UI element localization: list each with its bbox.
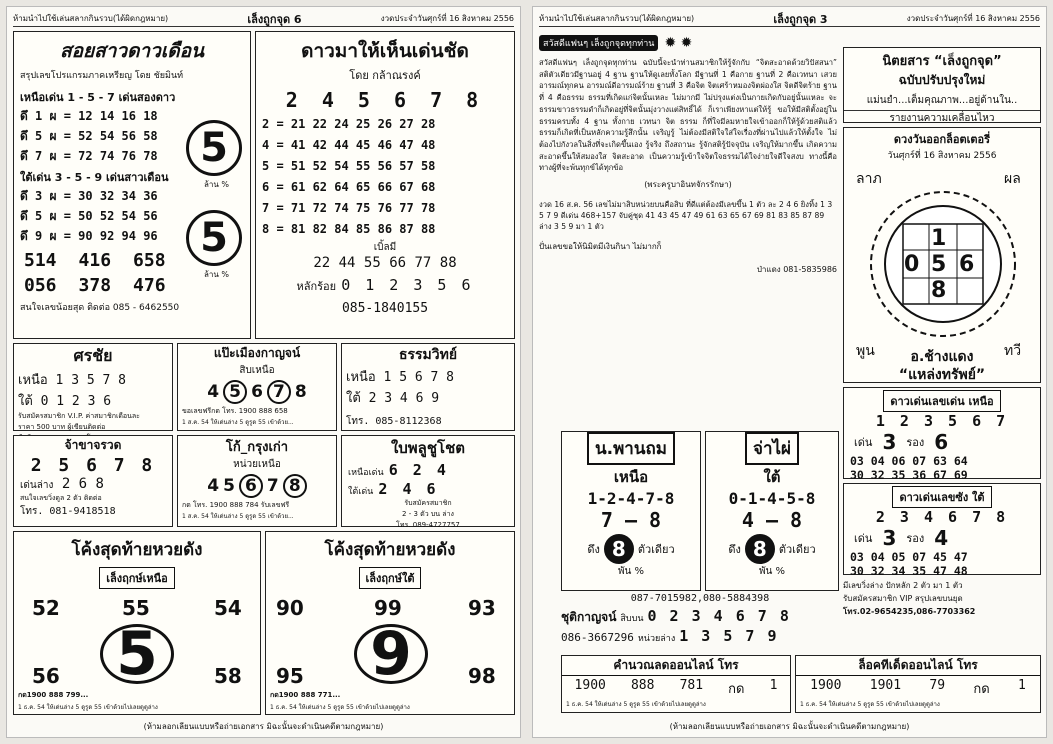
- chuti-label-2: หน่วยล่าง: [637, 634, 676, 644]
- chuti-val-1: 0 2 3 4 6 7 8: [647, 607, 791, 625]
- bai-bot-digits: 2 4 6: [378, 480, 439, 498]
- chang-author: อ.ช้างแดง: [910, 349, 974, 365]
- vip-line-1: มีเลขวิ่งล่าง ปักหลัก 2 ตัว มา 1 ตัว: [843, 581, 963, 590]
- ds-title-wrap: [844, 486, 1040, 508]
- sri-top-digits: 1 3 5 7 8: [55, 373, 126, 388]
- chuti-name: ชุติกาญจน์: [561, 610, 617, 624]
- pn-title-wrap: [562, 432, 700, 465]
- dao-row-values: 71 72 74 75 76 77 78: [290, 201, 436, 215]
- circled-digit: 5: [223, 380, 247, 404]
- page-header: [13, 11, 514, 27]
- chang-title: “แหล่งทรัพย์”: [898, 367, 986, 383]
- kham-number: [562, 678, 790, 699]
- dao-top-digits: 2 4 5 6 7 8: [285, 88, 485, 112]
- digit: 8: [294, 382, 307, 402]
- chuti-label-1: สิบบน: [620, 614, 644, 624]
- dao-row: [262, 135, 514, 156]
- pn-title: น.พานถม: [587, 432, 675, 465]
- intro-badge: สวัสดีแฟนๆ เล็งถูกจุดทุกท่าน: [539, 35, 658, 51]
- intro-badge-row: [539, 35, 837, 51]
- dao-author: โดย กล้าณรงค์: [349, 69, 421, 82]
- dao-row: [262, 219, 514, 240]
- jp-dueng-row: [706, 534, 838, 564]
- kham-small: 1 ธ.ค. 54 ให้เด่นล่าง 5 ดูรูด 55 เข้าด้วยไปเลยดูดูล่าง: [566, 701, 706, 708]
- jp-big: 8: [745, 534, 775, 564]
- soy-unit-2: ล้าน %: [204, 270, 230, 279]
- sri-top-label: เหนือ: [18, 373, 48, 388]
- jao-bot: [14, 476, 172, 493]
- daw-date: วันศุกร์ที่ 16 สิงหาคม 2556: [887, 151, 997, 161]
- intro-box: [539, 31, 837, 423]
- kong1-sub: เล็งฤกษ์เหนือ: [99, 567, 175, 589]
- sri-note-2: ราคา 500 บาท ผู้เขียนติดต่อ: [18, 423, 106, 431]
- dao-row-values: 41 42 44 45 46 47 48: [290, 138, 436, 152]
- soy-box: [13, 31, 251, 339]
- number-row: ดึ 7 ผ = 72 74 76 78: [20, 149, 158, 163]
- daw-num-center: 5: [931, 252, 947, 277]
- thamma-top: [342, 366, 514, 387]
- dao-phone: 085-1840155: [341, 301, 429, 316]
- daw-title: ดวงวันออกล็อตเตอรี่: [893, 133, 991, 146]
- lock-title: ล็อคทีเด็ดออนไลน์ โทร: [796, 656, 1040, 676]
- sri-bot-digits: 0 1 2 3 6: [40, 394, 112, 409]
- nidya-list: รายงานความเคลื่อนไหว: [844, 110, 1040, 126]
- dao-hundreds-label: หลักร้อย: [296, 280, 337, 293]
- intro-stats: งวด 16 ส.ค. 56 เลขไม่มาสิบหน่วยบนคือสิบ ที่ดีแต่ต้องมีเลขขึ้น 1 ตัว ละ 2 4 6 ยิงทิ้ง 1 3 5 7 9 ดีเด่น 468+157 จับคู่ชุด 41 43 45 47 49 61 63 65 67 69 81 83 85 87 89 ล่าง 3 5 9 มา 1 ตัว: [539, 200, 833, 232]
- pn-line: 1-2-4-7-8: [587, 489, 675, 508]
- right-page: [532, 6, 1047, 738]
- ko-phone: กด โทร. 1900 888 784 รับเลขฟรี: [182, 501, 290, 509]
- number-row: ดึ 9 ผ = 90 92 94 96: [20, 229, 158, 243]
- dao-hundreds-line: [256, 275, 514, 295]
- kong1-box: [13, 531, 261, 715]
- circled-digit: 7: [267, 380, 291, 404]
- bai-bot-label: ใต้เด่น: [348, 487, 374, 497]
- kham-n1: 1900: [574, 678, 606, 693]
- dao-row: [262, 198, 514, 219]
- page-number: เล็งถูกจุด 3: [773, 12, 828, 26]
- chuti-val-2: 1 3 5 7 9: [679, 627, 779, 645]
- soy-big-circle-2: 5: [186, 210, 242, 266]
- chuti-box: [561, 607, 839, 651]
- thamma-top-label: เหนือ: [346, 370, 376, 385]
- sri-bot: [14, 390, 172, 411]
- bai-title: ใบพลูชูโชต: [390, 439, 466, 457]
- kong2-small: 1 ธ.ค. 54 ให้เด่นล่าง 5 ดูรูด 55 เข้าด้วยไปเลยดูดูล่าง: [270, 704, 410, 711]
- kham-n3: 781: [679, 678, 704, 693]
- jao-bot-label: เด่นล่าง: [20, 480, 54, 491]
- jp-tua: ตัวเดียว: [778, 543, 816, 556]
- thamma-bot-digits: 2 3 4 6 9: [368, 391, 440, 406]
- number-row: ดึ 1 ผ = 12 14 16 18: [20, 109, 158, 123]
- soy-author: โดย ชัยมินท์: [134, 71, 184, 81]
- sri-title: ศรชัย: [73, 346, 113, 365]
- digit: 4: [207, 382, 220, 402]
- lock-n1: 1900: [810, 678, 842, 693]
- jao-note: สนใจเลขวิ่งดูล 2 ตัว ติดต่อ: [20, 494, 102, 502]
- jao-phone: โทร. 081-9418518: [20, 506, 116, 517]
- ds-row-1: 03 04 05 07 45 47: [850, 550, 968, 564]
- ko-title: โก้_กรุงเก่า: [225, 440, 289, 455]
- jao-digits: 2 5 6 7 8: [30, 455, 156, 476]
- thamma-top-digits: 1 5 6 7 8: [383, 370, 454, 385]
- ko-box: [177, 435, 337, 527]
- digit: 5: [223, 476, 235, 496]
- soy-unit-1: ล้าน %: [204, 180, 230, 189]
- dao-row-key: 4 =: [262, 138, 291, 152]
- dn-label-den: เด่น: [854, 436, 873, 449]
- ds-label-rong: รอง: [906, 532, 925, 545]
- daw-num-left: 0: [904, 252, 920, 277]
- kham-n4: กด: [728, 682, 745, 697]
- digit: 4: [207, 476, 220, 496]
- kong2-br: 98: [468, 664, 496, 688]
- dao-row-values: 61 62 64 65 66 67 68: [290, 180, 436, 194]
- pn-tua: ตัวเดียว: [637, 543, 675, 556]
- ds-row-2: 30 32 34 35 47 48: [850, 564, 968, 578]
- dao-row-key: 7 =: [262, 201, 291, 215]
- nidya-subtitle: ฉบับปรับปรุงใหม่: [898, 73, 986, 87]
- dao-bpl: 22 44 55 66 77 88: [313, 255, 457, 271]
- three-digit-number: 658: [133, 250, 166, 271]
- ds-den: 3: [882, 526, 897, 550]
- circled-digit: 8: [283, 474, 307, 498]
- digit: 7: [266, 476, 279, 496]
- bai-box: [341, 435, 515, 527]
- daw-lap: ลาภ: [856, 171, 882, 187]
- three-digit-number: 514: [24, 250, 57, 271]
- chuti-row-2: [561, 627, 839, 645]
- three-digit-number: 416: [78, 250, 112, 271]
- pn-sub: เหนือ: [613, 468, 649, 486]
- three-digit-number: 378: [78, 275, 112, 296]
- lock-number: [796, 678, 1040, 699]
- sri-box: [13, 343, 173, 431]
- header-date: งวดประจำวันศุกร์ที่ 16 สิงหาคม 2556: [906, 14, 1040, 23]
- thamma-box: [341, 343, 515, 431]
- kong1-sub-wrap: [14, 567, 260, 589]
- dao-row-values: 81 82 84 85 86 87 88: [290, 222, 436, 236]
- bai-note-2: 2 - 3 ตัว บน ล่าง: [402, 510, 454, 518]
- dao-row-key: 6 =: [262, 180, 291, 194]
- header-notice: ห้ามนำไปใช้เล่นสลากกินรวบ(ได้ผิดกฎหมาย): [539, 14, 695, 23]
- dn-row-2: 30 32 35 36 67 69: [850, 468, 968, 482]
- kham-n2: 888: [630, 678, 655, 693]
- pae-digits: [178, 380, 336, 404]
- dao-row: [262, 114, 514, 135]
- soy-contact: สนใจเลขน้อยสุด ติดต่อ 085 - 6462550: [20, 303, 180, 313]
- daw-box: [843, 127, 1041, 383]
- soy-big-circle-1: 5: [186, 120, 242, 176]
- dao-box: [255, 31, 515, 339]
- daw-thawi: ทวี: [1004, 343, 1022, 359]
- ds-title: ดาวเด่นเลขซัง ใต้: [892, 486, 991, 508]
- kong1-bl: 56: [32, 664, 60, 688]
- kham-n5: 1: [769, 678, 778, 693]
- sri-bot-label: ใต้: [18, 394, 33, 409]
- jp-dueng: ดึง: [728, 543, 741, 556]
- thamma-bot: [342, 387, 514, 408]
- daw-num-right: 6: [959, 252, 975, 277]
- kong1-br: 58: [214, 664, 242, 688]
- thamma-title: ธรรมวิทย์: [398, 347, 458, 363]
- dao-rows: [256, 114, 514, 240]
- ds-label-den: เด่น: [854, 532, 873, 545]
- ds-digits: 2 3 4 6 7 8: [875, 508, 1009, 526]
- jp-title-wrap: [706, 432, 838, 465]
- soy-title: สอยสาวดาวเดือน: [60, 40, 204, 62]
- dao-row-key: 8 =: [262, 222, 291, 236]
- dao-row-values: 51 52 54 55 56 57 58: [290, 159, 436, 173]
- kong2-sub-wrap: [266, 567, 514, 589]
- pn-big: 8: [604, 534, 634, 564]
- circled-digit: 6: [239, 474, 263, 498]
- daw-num-bottom: 8: [931, 278, 947, 303]
- kham-title: คำนวณลดออนไลน์ โทร: [562, 656, 790, 676]
- kong1-small: 1 ธ.ค. 54 ให้เด่นล่าง 5 ดูรูด 55 เข้าด้วยไปเลยดูดูล่าง: [18, 704, 158, 711]
- bai-top: [342, 460, 514, 479]
- lock-box: [795, 655, 1041, 713]
- soy-subtitle-text: สรุปเลขโปรแกรมภาคเหรียญ: [20, 71, 132, 81]
- kong1-tl: 52: [32, 596, 60, 620]
- ko-small: 1 ส.ค. 54 ให้เด่นล่าง 5 ดูรูด 55 เข้าด้วย...: [182, 513, 294, 520]
- dn-box: [843, 387, 1041, 482]
- dn-row-1: 03 04 06 07 63 64: [850, 454, 968, 468]
- jp-sub: ใต้: [763, 468, 781, 486]
- header-date: งวดประจำวันศุกร์ที่ 16 สิงหาคม 2556: [380, 14, 514, 23]
- kong2-tr: 93: [468, 596, 496, 620]
- pn-dueng: ดึง: [587, 543, 600, 556]
- dn-title-wrap: [844, 390, 1040, 412]
- pae-sub: สิบเหนือ: [239, 365, 275, 376]
- intro-paragraph: สวัสดีแฟนๆ เล็งถูกจุดทุกท่าน ฉบับนี้จะนำท่านสมาชิกให้รู้จักกับ “จิตสะอาดด้วยวิปัสสนา” สติตัวเดียวมีฐานอยู่ 4 ฐาน ฐานให้ดูเลยทั้งโลก มีฐานที่ 1 คือกาย ฐานที่ 2 คือเวทนา เสวยอารมณ์ทุกคน อารมณ์ดีอารมณ์ร้าย ฐานที่ 3 คือจิต จิตเศร้าหมองจิตผ่องใส จิตดีจิตร้าย ฐานที่ 4 คือธรรม ธรรมที่เกิดแก่จิตนั้นเหละ ไม่มากมี ไม่ปรุงแต่งเป็นกายเกิดกับอยู่นั้นแหละ จะธรรมขาวธรรมดำก็เกิดอยู่ที่จิตนั้นมุ่งวางแต่สิทธิ์ได้ ก็เราเพียงหาแต่ให้รู้ ขอให้มีสติตั้งอยู่ในธรรมครบทั้ง 4 ฐาน ทั้งกาย เวทนา จิต ธรรม ก็ที่ใจมีลมหายใจเข้าออกก็ให้รู้ด้วยสติแล้ว ธรรมก็เกิดที่เป็นหลักความรู้สึกนั้น เจริญรู้ ไม่ต้องมีสติใจใส่ใจเรื่องที่ผ่านไปแล้วให้ตั้งใจ ไม่ต้องไปกังวลในสิ่งที่จะเกิดขึ้นเอง รู้จริง ถึงสถานะ รู้จักสติรู้ปัจจุบัน เจริญให้มากขึ้น เกิดความสะอาดขึ้นให้สมองใส จิตสะอาด เป็นความรู้เข้าใจจิตใจธรรมได้ใจง่ายใจดีใจสงบ ทางนี้คือทางผู้ที่จะพ้นทุกข์ได้ทุกข้อ: [539, 58, 837, 173]
- ds-rong: 4: [934, 526, 949, 550]
- kong1-title: โค้งสุดท้ายหวยดัง: [71, 540, 203, 560]
- pae-small: 1 ส.ค. 54 ให้เด่นล่าง 5 ดูรูด 55 เข้าด้วย...: [182, 419, 294, 426]
- three-digit-number: 476: [133, 275, 166, 296]
- chuti-phone: 086-3667296: [561, 631, 634, 644]
- kong1-tc: 55: [122, 596, 150, 620]
- kong1-big: 5: [100, 624, 174, 684]
- kham-box: [561, 655, 791, 713]
- kong2-box: [265, 531, 515, 715]
- header-notice: ห้ามนำไปใช้เล่นสลากกินรวบ(ได้ผิดกฎหมาย): [13, 14, 169, 23]
- kong2-phone: กด1900 888 771...: [270, 691, 341, 699]
- dn-digits: 1 2 3 5 6 7: [875, 412, 1009, 430]
- dao-bpl-label: เบิ้ลมี: [373, 242, 397, 253]
- jao-box: [13, 435, 173, 527]
- dao-row-key: 5 =: [262, 159, 291, 173]
- nidya-slogan: แม่นยำ...เต็มคุณภาพ...อยู่ด้านใน..: [866, 95, 1018, 106]
- kong2-sub: เล็งฤกษ์ใต้: [359, 567, 422, 589]
- bai-note: รับสมัครสมาชิก: [404, 499, 452, 507]
- dn-label-rong: รอง: [906, 436, 925, 449]
- nidya-title: นิตยสาร “เล็งถูกจุด”: [882, 54, 1002, 69]
- sun-icon: ✹ ✹: [664, 35, 693, 51]
- lock-n3: 79: [929, 678, 946, 693]
- number-row: ดึ 3 ผ = 30 32 34 36: [20, 189, 158, 203]
- jao-title: จ้าขาจรวด: [64, 438, 122, 452]
- kong1-phone: กด1900 888 799...: [18, 691, 89, 699]
- soy-top-line: เหนือเด่น 1 - 5 - 7 เด่นสองดาว: [20, 91, 176, 104]
- pn-dueng-row: [562, 534, 700, 564]
- pn-pan: พัน %: [617, 566, 645, 577]
- pn-pair: 7 – 8: [600, 508, 662, 532]
- kong2-tl: 90: [276, 596, 304, 620]
- kong2-tc: 99: [374, 596, 402, 620]
- vip-line-2: รับสมัครสมาชิก VIP สรุปเลขบนยุด: [843, 594, 963, 603]
- vip-phone: โทร.02-9654235,086-7703362: [843, 607, 976, 616]
- dao-row-key: 2 =: [262, 117, 291, 131]
- jp-box: [705, 431, 839, 591]
- three-digit-number: 056: [24, 275, 57, 296]
- daw-num-top: 1: [931, 226, 947, 251]
- page-header: [539, 11, 1040, 27]
- sri-note: รับสมัครสมาชิก V.I.P. ค่าสมาชิกเดือนละ: [18, 412, 140, 420]
- number-row: ดึ 5 ผ = 52 54 56 58: [20, 129, 158, 143]
- bai-top-digits: 6 2 4: [388, 461, 449, 479]
- sri-top: [14, 369, 172, 390]
- page-footer: (ห้ามลอกเลียนแบบหรือถ่ายเอกสาร มิฉะนั้นจะดำเนินคดีตามกฎหมาย): [143, 722, 384, 731]
- dn-title: ดาวเด่นเลขเด่น เหนือ: [883, 390, 1000, 412]
- intro-phone: ป่าแดง 081-5835986: [756, 265, 837, 275]
- ds-den-rong: [844, 526, 1040, 550]
- jao-bot-digits: 2 6 8: [61, 476, 104, 492]
- daw-pun: พูน: [856, 343, 875, 359]
- nidya-box: [843, 47, 1041, 123]
- lock-n5: 1: [1018, 678, 1026, 693]
- daw-phon: ผล: [1004, 171, 1021, 187]
- lock-n2: 1901: [869, 678, 902, 693]
- pn-box: [561, 431, 701, 591]
- vip-box: [843, 579, 1041, 641]
- page-footer: (ห้ามลอกเลียนแบบหรือถ่ายเอกสาร มิฉะนั้นจะดำเนินคดีตามกฎหมาย): [669, 722, 910, 731]
- jp-title: จ่าไผ่: [745, 432, 799, 465]
- intro-sign-note: ปั่นเลขขอให้นิมิตมีเงินกินา ไม่มากก็: [539, 242, 662, 252]
- dn-den: 3: [882, 430, 897, 454]
- pae-box: [177, 343, 337, 431]
- number-row: ดึ 5 ผ = 50 52 54 56: [20, 209, 158, 223]
- lock-n4: กด: [973, 682, 990, 697]
- bai-phone: โทร. 089-4727757: [396, 521, 460, 529]
- ko-digits: [178, 474, 336, 498]
- dao-row: [262, 156, 514, 177]
- bai-bot: [342, 479, 514, 498]
- dn-den-rong: [844, 430, 1040, 454]
- pae-title: แป๊ะเมืองกาญจน์: [213, 346, 301, 360]
- ds-box: [843, 483, 1041, 578]
- kong2-bl: 95: [276, 664, 304, 688]
- kong2-title: โค้งสุดท้ายหวยดัง: [324, 540, 456, 560]
- jp-line: 0-1-4-5-8: [728, 489, 816, 508]
- thamma-bot-label: ใต้: [346, 391, 361, 406]
- dn-rong: 6: [934, 430, 949, 454]
- dao-row: [262, 177, 514, 198]
- bai-top-label: เหนือเด่น: [348, 468, 384, 478]
- intro-credit: (พระครูบาอินทจักรรักษา): [644, 180, 732, 190]
- jp-pair: 4 – 8: [741, 508, 803, 532]
- page-number: เล็งถูกจุด 6: [247, 12, 302, 26]
- dao-row-values: 21 22 24 25 26 27 28: [290, 117, 436, 131]
- kong1-tr: 54: [214, 596, 242, 620]
- soy-mid-line: ใต้เด่น 3 - 5 - 9 เด่นสาวเดือน: [20, 171, 169, 184]
- jp-pan: พัน %: [758, 566, 786, 577]
- pn-phone: 087-7015982,080-5884398: [630, 593, 770, 604]
- dao-title: ดาวมาให้เห็นเด่นชัด: [301, 40, 469, 62]
- ko-sub: หน่วยเหนือ: [233, 459, 281, 470]
- dao-hundreds: 0 1 2 3 5 6: [341, 276, 474, 294]
- left-page: [6, 6, 521, 738]
- soy-subtitle: [14, 68, 250, 82]
- digit: 6: [251, 382, 263, 402]
- chuti-row-1: [561, 607, 839, 627]
- pae-phone: ขอเลขฟรีกด โทร. 1900 888 658: [182, 407, 288, 415]
- lock-small: 1 ธ.ค. 54 ให้เด่นล่าง 5 ดูรูด 55 เข้าด้วยไปเลยดูดูล่าง: [800, 701, 940, 708]
- kong2-big: 9: [354, 624, 428, 684]
- thamma-phone: โทร. 085-8112368: [346, 416, 442, 427]
